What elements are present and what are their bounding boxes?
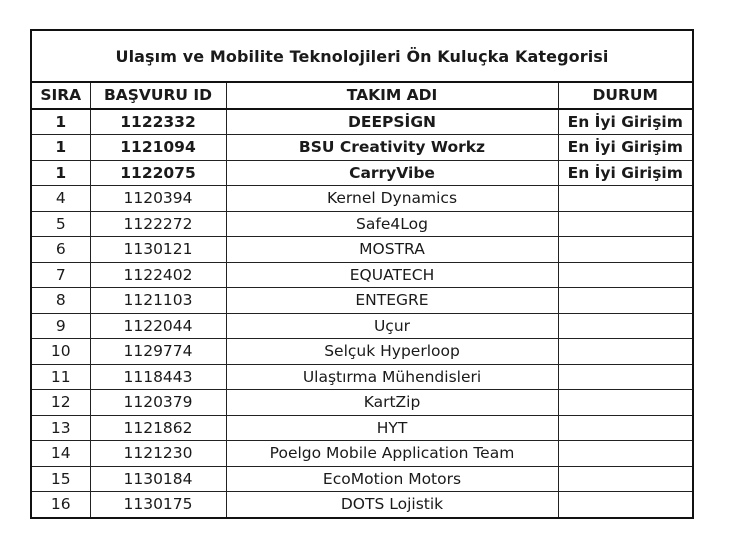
cell-sira: 12: [32, 390, 90, 416]
cell-takim-adi: KartZip: [226, 390, 558, 416]
table-row: [32, 288, 692, 314]
cell-durum: En İyi Girişim: [558, 135, 692, 161]
cell-durum: [558, 492, 692, 517]
cell-sira: 4: [32, 186, 90, 212]
cell-basvuru-id: 1121230: [90, 441, 226, 467]
cell-durum: [558, 237, 692, 263]
cell-durum: [558, 339, 692, 365]
cell-sira: 5: [32, 211, 90, 237]
cell-basvuru-id: 1118443: [90, 364, 226, 390]
cell-takim-adi: DOTS Lojistik: [226, 492, 558, 517]
cell-takim-adi: HYT: [226, 415, 558, 441]
cell-sira: 15: [32, 466, 90, 492]
cell-basvuru-id: 1120379: [90, 390, 226, 416]
cell-takim-adi: BSU Creativity Workz: [226, 135, 558, 161]
cell-takim-adi: Selçuk Hyperloop: [226, 339, 558, 365]
table-title: Ulaşım ve Mobilite Teknolojileri Ön Kuluçka Kategorisi: [32, 31, 692, 83]
header-durum: DURUM: [558, 83, 692, 109]
cell-sira: 7: [32, 262, 90, 288]
cell-basvuru-id: 1129774: [90, 339, 226, 365]
table-row: [32, 313, 692, 339]
table-row: [32, 415, 692, 441]
cell-sira: 10: [32, 339, 90, 365]
table-row: [32, 466, 692, 492]
cell-takim-adi: Ulaştırma Mühendisleri: [226, 364, 558, 390]
cell-takim-adi: CarryVibe: [226, 160, 558, 186]
cell-takim-adi: Uçur: [226, 313, 558, 339]
cell-basvuru-id: 1122075: [90, 160, 226, 186]
cell-durum: [558, 313, 692, 339]
table-row: [32, 262, 692, 288]
cell-basvuru-id: 1130184: [90, 466, 226, 492]
cell-takim-adi: Kernel Dynamics: [226, 186, 558, 212]
cell-durum: [558, 211, 692, 237]
cell-durum: [558, 415, 692, 441]
cell-basvuru-id: 1122332: [90, 109, 226, 135]
cell-basvuru-id: 1130175: [90, 492, 226, 517]
table-row: [32, 364, 692, 390]
cell-takim-adi: Poelgo Mobile Application Team: [226, 441, 558, 467]
cell-sira: 13: [32, 415, 90, 441]
cell-durum: En İyi Girişim: [558, 160, 692, 186]
cell-basvuru-id: 1121094: [90, 135, 226, 161]
cell-basvuru-id: 1122044: [90, 313, 226, 339]
table-row: [32, 492, 692, 517]
cell-takim-adi: DEEPSİGN: [226, 109, 558, 135]
cell-sira: 1: [32, 160, 90, 186]
cell-durum: [558, 262, 692, 288]
table-row: [32, 160, 692, 186]
cell-basvuru-id: 1121862: [90, 415, 226, 441]
header-sira: SIRA: [32, 83, 90, 109]
header-row: [32, 83, 692, 109]
cell-sira: 1: [32, 135, 90, 161]
cell-basvuru-id: 1122402: [90, 262, 226, 288]
table-row: [32, 390, 692, 416]
table-row: [32, 441, 692, 467]
cell-durum: En İyi Girişim: [558, 109, 692, 135]
cell-takim-adi: EcoMotion Motors: [226, 466, 558, 492]
cell-sira: 11: [32, 364, 90, 390]
cell-takim-adi: ENTEGRE: [226, 288, 558, 314]
cell-sira: 16: [32, 492, 90, 517]
header-takim-adi: TAKIM ADI: [226, 83, 558, 109]
cell-sira: 9: [32, 313, 90, 339]
cell-basvuru-id: 1120394: [90, 186, 226, 212]
cell-basvuru-id: 1121103: [90, 288, 226, 314]
cell-takim-adi: Safe4Log: [226, 211, 558, 237]
cell-durum: [558, 441, 692, 467]
cell-durum: [558, 390, 692, 416]
cell-durum: [558, 364, 692, 390]
cell-sira: 6: [32, 237, 90, 263]
table-row: [32, 135, 692, 161]
cell-sira: 14: [32, 441, 90, 467]
cell-basvuru-id: 1130121: [90, 237, 226, 263]
cell-durum: [558, 288, 692, 314]
cell-takim-adi: MOSTRA: [226, 237, 558, 263]
cell-takim-adi: EQUATECH: [226, 262, 558, 288]
cell-basvuru-id: 1122272: [90, 211, 226, 237]
header-basvuru-id: BAŞVURU ID: [90, 83, 226, 109]
table-row: [32, 339, 692, 365]
results-table-sheet: [30, 29, 694, 519]
cell-sira: 8: [32, 288, 90, 314]
cell-durum: [558, 186, 692, 212]
table-row: [32, 109, 692, 135]
results-table: [32, 83, 692, 517]
table-row: [32, 237, 692, 263]
table-row: [32, 186, 692, 212]
cell-sira: 1: [32, 109, 90, 135]
cell-durum: [558, 466, 692, 492]
table-row: [32, 211, 692, 237]
